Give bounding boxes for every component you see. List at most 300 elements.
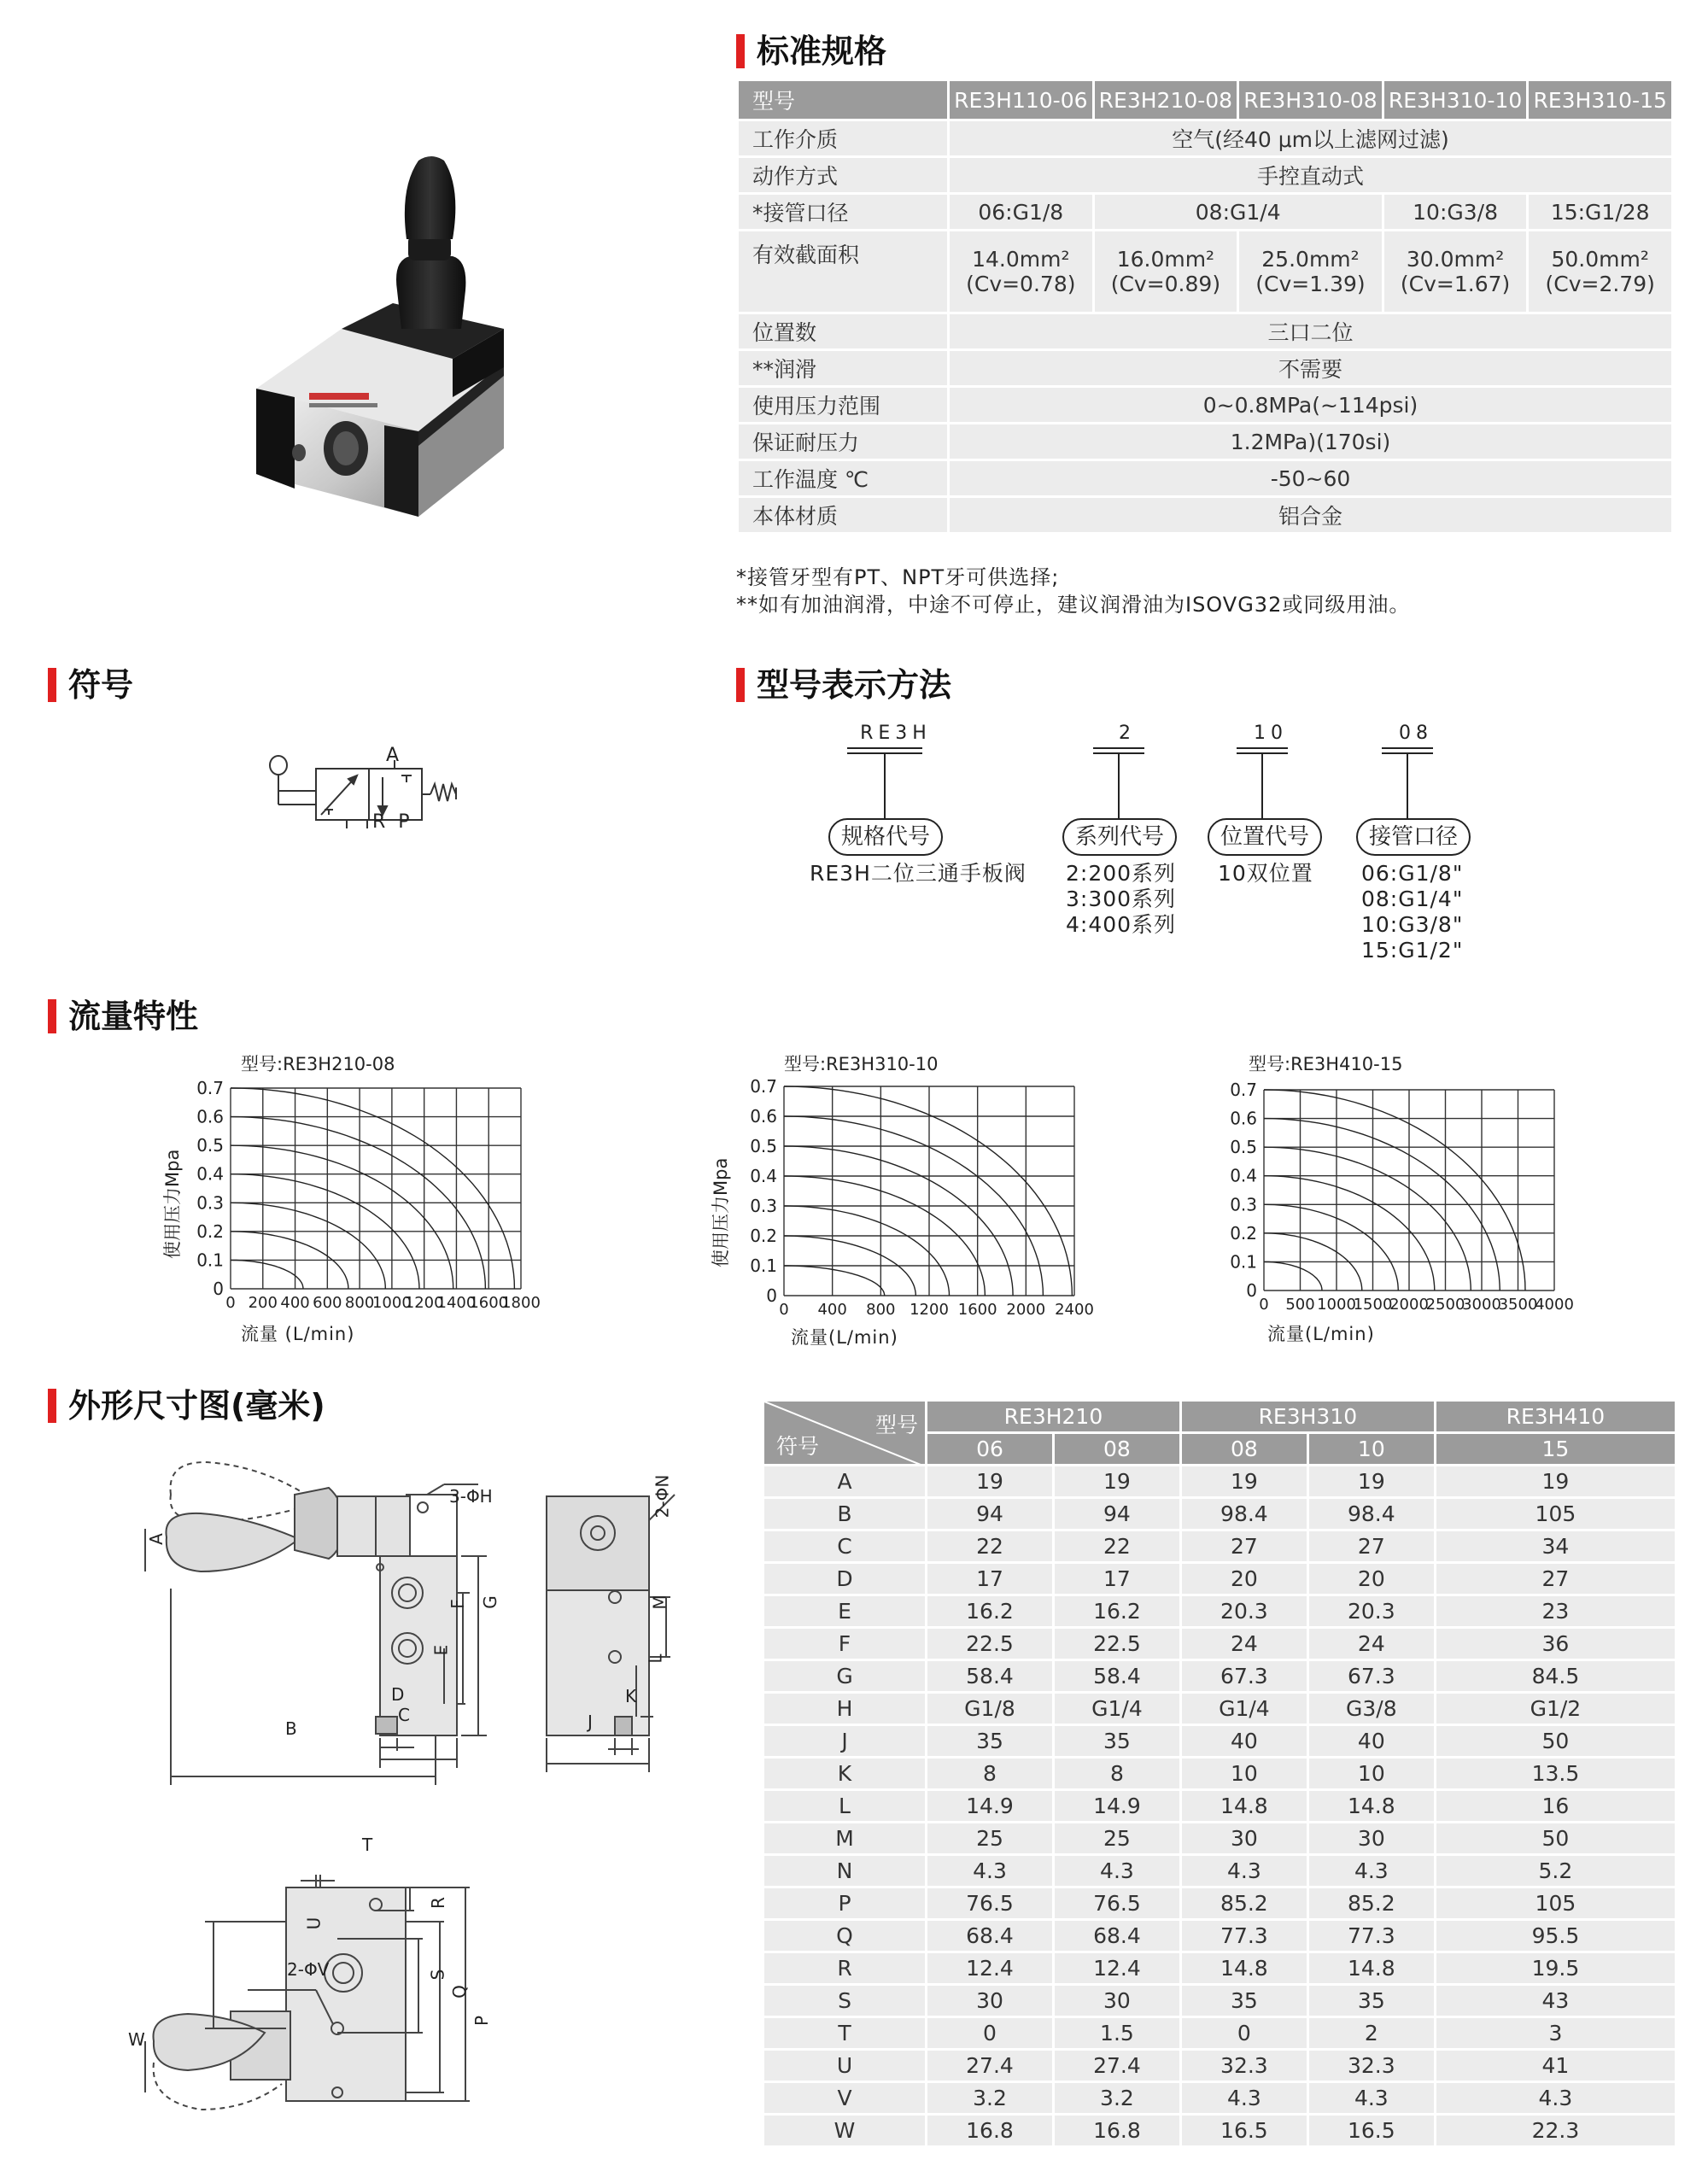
dim-value: 27 [1435, 1563, 1676, 1595]
chart-title: 型号:RE3H310-10 [784, 1054, 939, 1074]
dim-value: 8 [1053, 1758, 1180, 1790]
x-tick-label: 1200 [404, 1294, 444, 1312]
drawing-label: W [128, 2029, 145, 2050]
drawing-label: S [427, 1969, 448, 1981]
flow-curve [784, 1266, 885, 1296]
chart-ylabel: 使用压力Mpa [711, 1157, 731, 1267]
spec-value [1238, 231, 1383, 313]
drawing-label: 2-ΦN [652, 1474, 673, 1519]
drawing-label: C [398, 1705, 410, 1725]
dim-value: 4.3 [1053, 1855, 1180, 1887]
symbol-label-rp: R P [372, 811, 413, 833]
dim-value: 19 [1180, 1466, 1307, 1498]
table-row [763, 1725, 1676, 1758]
spec-row [738, 194, 1673, 231]
spec-value: -50~60 [949, 460, 1673, 497]
symbol-label-a: A [386, 745, 400, 766]
spec-row [738, 313, 1673, 350]
area-value: 14.0mm² [972, 247, 1070, 272]
x-tick-label: 0 [779, 1301, 789, 1319]
drawing-label: Q [448, 1985, 470, 1999]
y-tick-label: 0.5 [1230, 1137, 1257, 1158]
x-tick-label: 2500 [1425, 1296, 1465, 1314]
dim-symbol: F [763, 1628, 927, 1660]
dim-value: 35 [1180, 1985, 1307, 2017]
spec-row [738, 460, 1673, 497]
x-tick-label: 800 [866, 1301, 896, 1319]
x-tick-label: 3000 [1462, 1296, 1501, 1314]
dim-symbol: A [763, 1466, 927, 1498]
dim-corner-cell [763, 1401, 927, 1466]
x-tick-label: 1800 [501, 1294, 541, 1312]
dim-value: 20.3 [1180, 1595, 1307, 1628]
flow-curve [784, 1086, 1072, 1296]
dim-value: 14.8 [1307, 1790, 1435, 1823]
flow-chart-1 [188, 1078, 564, 1321]
dim-symbol: B [763, 1498, 927, 1530]
table-row [763, 2115, 1676, 2147]
table-row [763, 2017, 1676, 2050]
spec-row [738, 231, 1673, 313]
flow-curve [784, 1146, 1013, 1296]
dim-value: 20 [1180, 1563, 1307, 1595]
dim-value: 27.4 [927, 2050, 1054, 2082]
drawing-label: K [625, 1686, 637, 1706]
dim-value: 24 [1307, 1628, 1435, 1660]
dim-value: 16.8 [1053, 2115, 1180, 2147]
dim-value: 35 [1053, 1725, 1180, 1758]
x-tick-label: 1500 [1353, 1296, 1393, 1314]
spec-label: *接管口径 [738, 194, 949, 231]
table-row [763, 2082, 1676, 2115]
dim-value: 1.5 [1053, 2017, 1180, 2050]
dim-value: 98.4 [1307, 1498, 1435, 1530]
dim-value: 34 [1435, 1530, 1676, 1563]
cv-value: (Cv=2.79) [1545, 272, 1655, 296]
cv-value: (Cv=0.78) [966, 272, 1076, 296]
flow-chart-3 [1216, 1078, 1592, 1321]
spec-label: **润滑 [738, 350, 949, 387]
corner-model-label: 型号 [874, 1413, 918, 1437]
y-tick-label: 0.4 [1230, 1165, 1257, 1186]
x-tick-label: 1600 [957, 1301, 997, 1319]
dim-value: 30 [1307, 1823, 1435, 1855]
table-row [763, 1920, 1676, 1952]
dim-value: 95.5 [1435, 1920, 1676, 1952]
dim-value: 16.5 [1307, 2115, 1435, 2147]
model-desc-port: 06:G1/8" 08:G1/4" 10:G3/8" 15:G1/2" [1361, 861, 1464, 963]
dim-value: 4.3 [927, 1855, 1054, 1887]
dim-port: 08 [1180, 1433, 1307, 1466]
dim-header-row [763, 1401, 1676, 1433]
model-pill-position: 位置代号 [1208, 818, 1322, 856]
model-section-title: 型号表示方法 [736, 666, 951, 704]
spec-row [738, 387, 1673, 424]
cv-value: (Cv=1.39) [1255, 272, 1366, 296]
spec-value: 08:G1/4 [1093, 194, 1383, 231]
y-tick-label: 0 [766, 1285, 777, 1306]
dim-symbol: U [763, 2050, 927, 2082]
table-row [763, 1855, 1676, 1887]
drawing-label: E [430, 1644, 452, 1656]
y-tick-label: 0.6 [196, 1106, 224, 1127]
model-code-series: RE3H [860, 723, 932, 744]
dim-value: 0 [1180, 2017, 1307, 2050]
flow-chart-2 [741, 1074, 1100, 1327]
table-row [763, 1498, 1676, 1530]
y-tick-label: 0.3 [196, 1192, 224, 1214]
x-tick-label: 3500 [1498, 1296, 1538, 1314]
dim-value: 4.3 [1307, 2082, 1435, 2115]
dim-symbol: J [763, 1725, 927, 1758]
x-tick-label: 400 [817, 1301, 847, 1319]
spec-value [949, 231, 1094, 313]
dim-value: 84.5 [1435, 1660, 1676, 1693]
chart-xlabel: 流量 (L/min) [241, 1324, 355, 1344]
model-desc-position: 10双位置 [1218, 861, 1313, 886]
dim-value: G1/4 [1180, 1693, 1307, 1725]
dim-value: 10 [1307, 1758, 1435, 1790]
symbol-section-title: 符号 [48, 666, 133, 704]
x-tick-label: 0 [225, 1294, 236, 1312]
dim-value: 40 [1180, 1725, 1307, 1758]
dim-value: 10 [1180, 1758, 1307, 1790]
dim-value: 19 [1307, 1466, 1435, 1498]
dim-port: 10 [1307, 1433, 1435, 1466]
model-pill-port: 接管口径 [1356, 818, 1471, 856]
model-connectors [820, 743, 1469, 822]
spec-value: 三口二位 [949, 313, 1673, 350]
model-desc-spec: RE3H二位三通手板阀 [810, 861, 1027, 886]
cv-value: (Cv=0.89) [1110, 272, 1221, 296]
note-thread: *接管牙型有PT、NPT牙可供选择; [736, 565, 1060, 589]
y-tick-label: 0.5 [196, 1135, 224, 1156]
model-code-series-no: 2 [1119, 723, 1136, 744]
drawing-label: R [427, 1897, 448, 1909]
dim-value: 19.5 [1435, 1952, 1676, 1985]
y-tick-label: 0 [1246, 1280, 1257, 1301]
spec-value [1528, 231, 1673, 313]
spec-label: 动作方式 [738, 157, 949, 194]
drawing-label: T [362, 1835, 373, 1855]
dim-value: 58.4 [927, 1660, 1054, 1693]
dim-value: 27 [1180, 1530, 1307, 1563]
y-tick-label: 0.5 [750, 1136, 777, 1156]
spec-value: 10:G3/8 [1383, 194, 1528, 231]
dim-value: 68.4 [927, 1920, 1054, 1952]
dim-group: RE3H310 [1180, 1401, 1435, 1433]
table-row [763, 1823, 1676, 1855]
dim-value: 98.4 [1180, 1498, 1307, 1530]
dim-value: G1/4 [1053, 1693, 1180, 1725]
spec-value: 0~0.8MPa(~114psi) [949, 387, 1673, 424]
model-code-port: 08 [1399, 723, 1433, 744]
dim-value: 4.3 [1180, 1855, 1307, 1887]
spec-label: 保证耐压力 [738, 424, 949, 460]
dim-value: 22.5 [1053, 1628, 1180, 1660]
dim-value: 30 [927, 1985, 1054, 2017]
dim-value: 105 [1435, 1498, 1676, 1530]
x-tick-label: 500 [1285, 1296, 1315, 1314]
dim-value: 32.3 [1180, 2050, 1307, 2082]
dim-value: 20 [1307, 1563, 1435, 1595]
flow-curve [784, 1206, 950, 1296]
spec-label: 本体材质 [738, 497, 949, 534]
spec-label: 工作介质 [738, 120, 949, 157]
dim-symbol: G [763, 1660, 927, 1693]
dim-value: 16.2 [1053, 1595, 1180, 1628]
drawing-label: J [588, 1712, 593, 1732]
y-tick-label: 0.1 [1230, 1251, 1257, 1273]
spec-value: 空气(经40 μm以上滤网过滤) [949, 120, 1673, 157]
dim-symbol: T [763, 2017, 927, 2050]
corner-symbol-label: 符号 [776, 1434, 820, 1459]
dim-value: 32.3 [1307, 2050, 1435, 2082]
chart-xlabel: 流量(L/min) [791, 1327, 898, 1348]
y-tick-label: 0 [213, 1279, 224, 1299]
dim-symbol: R [763, 1952, 927, 1985]
spec-model: RE3H310-08 [1238, 80, 1383, 120]
spec-value: 06:G1/8 [949, 194, 1094, 231]
spec-table [736, 79, 1674, 535]
spec-row [738, 424, 1673, 460]
drawing-label: A [145, 1533, 167, 1545]
table-row [763, 1887, 1676, 1920]
dim-value: 25 [927, 1823, 1054, 1855]
area-value: 30.0mm² [1406, 247, 1505, 272]
dim-value: 14.9 [927, 1790, 1054, 1823]
drawing-label: 3-ΦH [449, 1486, 493, 1507]
spec-value [1383, 231, 1528, 313]
dim-value: 12.4 [927, 1952, 1054, 1985]
dim-value: 68.4 [1053, 1920, 1180, 1952]
x-tick-label: 600 [313, 1294, 342, 1312]
dim-value: 22.3 [1435, 2115, 1676, 2147]
dim-symbol: M [763, 1823, 927, 1855]
dim-symbol: W [763, 2115, 927, 2147]
dim-value: 16.8 [927, 2115, 1054, 2147]
dim-value: 77.3 [1307, 1920, 1435, 1952]
spec-value: 铝合金 [949, 497, 1673, 534]
table-row [763, 1758, 1676, 1790]
dim-value: 94 [1053, 1498, 1180, 1530]
dim-value: 4.3 [1307, 1855, 1435, 1887]
spec-value: 手控直动式 [949, 157, 1673, 194]
dim-symbol: Q [763, 1920, 927, 1952]
dim-value: 94 [927, 1498, 1054, 1530]
drawing-label: F [447, 1599, 468, 1609]
x-tick-label: 1000 [371, 1294, 412, 1312]
dim-value: 20.3 [1307, 1595, 1435, 1628]
y-tick-label: 0.1 [196, 1250, 224, 1271]
dim-value: 22 [927, 1530, 1054, 1563]
spec-section-title: 标准规格 [736, 32, 886, 70]
area-value: 25.0mm² [1261, 247, 1360, 272]
flow-curve [231, 1088, 514, 1289]
dim-value: 30 [1053, 1985, 1180, 2017]
spec-label: 工作温度 ℃ [738, 460, 949, 497]
y-tick-label: 0.7 [196, 1078, 224, 1098]
dim-value: 3.2 [1053, 2082, 1180, 2115]
area-value: 16.0mm² [1116, 247, 1215, 272]
drawing-label: M [649, 1595, 670, 1610]
x-tick-label: 1400 [436, 1294, 477, 1312]
spec-value: 15:G1/28 [1528, 194, 1673, 231]
x-tick-label: 1600 [469, 1294, 509, 1312]
dim-value: 22.5 [927, 1628, 1054, 1660]
dim-value: 16 [1435, 1790, 1676, 1823]
x-tick-label: 4000 [1535, 1296, 1574, 1314]
dim-group: RE3H210 [927, 1401, 1181, 1433]
dim-symbol: K [763, 1758, 927, 1790]
cv-value: (Cv=1.67) [1400, 272, 1511, 296]
x-tick-label: 2000 [1389, 1296, 1429, 1314]
table-row [763, 1660, 1676, 1693]
dim-symbol: C [763, 1530, 927, 1563]
y-tick-label: 0.4 [750, 1166, 777, 1186]
spec-value [1093, 231, 1238, 313]
table-row [763, 1628, 1676, 1660]
table-row [763, 1563, 1676, 1595]
dim-value: 35 [927, 1725, 1054, 1758]
model-pill-series: 系列代号 [1062, 818, 1177, 856]
dim-symbol: L [763, 1790, 927, 1823]
dim-value: 8 [927, 1758, 1054, 1790]
spec-row [738, 350, 1673, 387]
dim-symbol: N [763, 1855, 927, 1887]
dim-value: 14.8 [1180, 1952, 1307, 1985]
valve-symbol [265, 743, 461, 837]
dim-value: 2 [1307, 2017, 1435, 2050]
model-pill-spec: 规格代号 [828, 818, 943, 856]
y-tick-label: 0.3 [750, 1196, 777, 1216]
spec-header-row [738, 80, 1673, 120]
x-tick-label: 1000 [1317, 1296, 1356, 1314]
dim-value: 41 [1435, 2050, 1676, 2082]
dim-value: 40 [1307, 1725, 1435, 1758]
dim-value: 16.5 [1180, 2115, 1307, 2147]
dim-value: 14.8 [1307, 1952, 1435, 1985]
y-tick-label: 0.4 [196, 1163, 224, 1185]
dim-value: 3.2 [927, 2082, 1054, 2115]
spec-label: 使用压力范围 [738, 387, 949, 424]
x-tick-label: 400 [280, 1294, 310, 1312]
y-tick-label: 0.2 [750, 1226, 777, 1246]
y-tick-label: 0.2 [1230, 1222, 1257, 1244]
chart-title: 型号:RE3H410-15 [1249, 1054, 1403, 1074]
drawing-label: 2-ΦV [287, 1959, 330, 1980]
dim-value: 5.2 [1435, 1855, 1676, 1887]
flow-curve [1264, 1204, 1398, 1290]
y-tick-label: 0.3 [1230, 1194, 1257, 1215]
y-tick-label: 0.6 [750, 1106, 777, 1127]
dim-value: 4.3 [1435, 2082, 1676, 2115]
dim-value: 12.4 [1053, 1952, 1180, 1985]
dim-symbol: E [763, 1595, 927, 1628]
dim-value: 24 [1180, 1628, 1307, 1660]
dim-value: 17 [927, 1563, 1054, 1595]
dim-value: G3/8 [1307, 1693, 1435, 1725]
dim-value: 13.5 [1435, 1758, 1676, 1790]
chart-title: 型号:RE3H210-08 [241, 1054, 395, 1074]
dim-value: 4.3 [1180, 2082, 1307, 2115]
dim-value: 23 [1435, 1595, 1676, 1628]
dim-value: 17 [1053, 1563, 1180, 1595]
spec-model: RE3H310-15 [1528, 80, 1673, 120]
y-tick-label: 0.1 [750, 1255, 777, 1276]
dim-value: 50 [1435, 1823, 1676, 1855]
dim-symbol: S [763, 1985, 927, 2017]
dim-value: 76.5 [1053, 1887, 1180, 1920]
dim-value: 22 [1053, 1530, 1180, 1563]
model-desc-series: 2:200系列 3:300系列 4:400系列 [1066, 861, 1177, 937]
dim-value: 50 [1435, 1725, 1676, 1758]
dim-value: 19 [1053, 1466, 1180, 1498]
dim-value: 27 [1307, 1530, 1435, 1563]
spec-label: 位置数 [738, 313, 949, 350]
spec-model: RE3H110-06 [949, 80, 1094, 120]
table-row [763, 1985, 1676, 2017]
spec-label: 有效截面积 [738, 231, 949, 313]
drawing-label: G [479, 1595, 500, 1609]
dim-symbol: V [763, 2082, 927, 2115]
note-lube: **如有加油润滑，中途不可停止，建议润滑油为ISOVG32或同级用油。 [736, 593, 1411, 617]
product-photo [248, 154, 538, 530]
dim-value: G1/2 [1435, 1693, 1676, 1725]
spec-value: 不需要 [949, 350, 1673, 387]
flow-curve [231, 1145, 453, 1289]
flow-curve [231, 1260, 303, 1289]
table-row [763, 1952, 1676, 1985]
x-tick-label: 200 [248, 1294, 278, 1312]
dim-value: 16.2 [927, 1595, 1054, 1628]
table-row [763, 2050, 1676, 2082]
drawing-label: P [471, 2015, 493, 2027]
spec-label: 型号 [738, 80, 949, 120]
chart-ylabel: 使用压力Mpa [162, 1149, 183, 1259]
x-tick-label: 2000 [1006, 1301, 1046, 1319]
dim-port: 08 [1053, 1433, 1180, 1466]
spec-model: RE3H310-10 [1383, 80, 1528, 120]
dim-value: G1/8 [927, 1693, 1054, 1725]
spec-value: 1.2MPa)(170si) [949, 424, 1673, 460]
y-tick-label: 0.2 [196, 1220, 224, 1242]
dim-value: 67.3 [1180, 1660, 1307, 1693]
drawing-label: U [303, 1917, 325, 1930]
dim-symbol: H [763, 1693, 927, 1725]
dimension-drawing [120, 1443, 717, 2118]
y-tick-label: 0.7 [1230, 1080, 1257, 1100]
spec-row [738, 497, 1673, 534]
dim-group: RE3H410 [1435, 1401, 1676, 1433]
spec-row [738, 157, 1673, 194]
dim-value: 85.2 [1180, 1887, 1307, 1920]
table-row [763, 1790, 1676, 1823]
table-row [763, 1595, 1676, 1628]
dim-symbol: D [763, 1563, 927, 1595]
dim-port: 06 [927, 1433, 1054, 1466]
x-tick-label: 1200 [910, 1301, 949, 1319]
dim-port: 15 [1435, 1433, 1676, 1466]
dim-value: 43 [1435, 1985, 1676, 2017]
dim-value: 0 [927, 2017, 1054, 2050]
dimension-table [762, 1399, 1677, 2148]
dim-value: 19 [927, 1466, 1054, 1498]
table-row [763, 1466, 1676, 1498]
dim-value: 14.9 [1053, 1790, 1180, 1823]
table-row [763, 1693, 1676, 1725]
dim-value: 30 [1180, 1823, 1307, 1855]
